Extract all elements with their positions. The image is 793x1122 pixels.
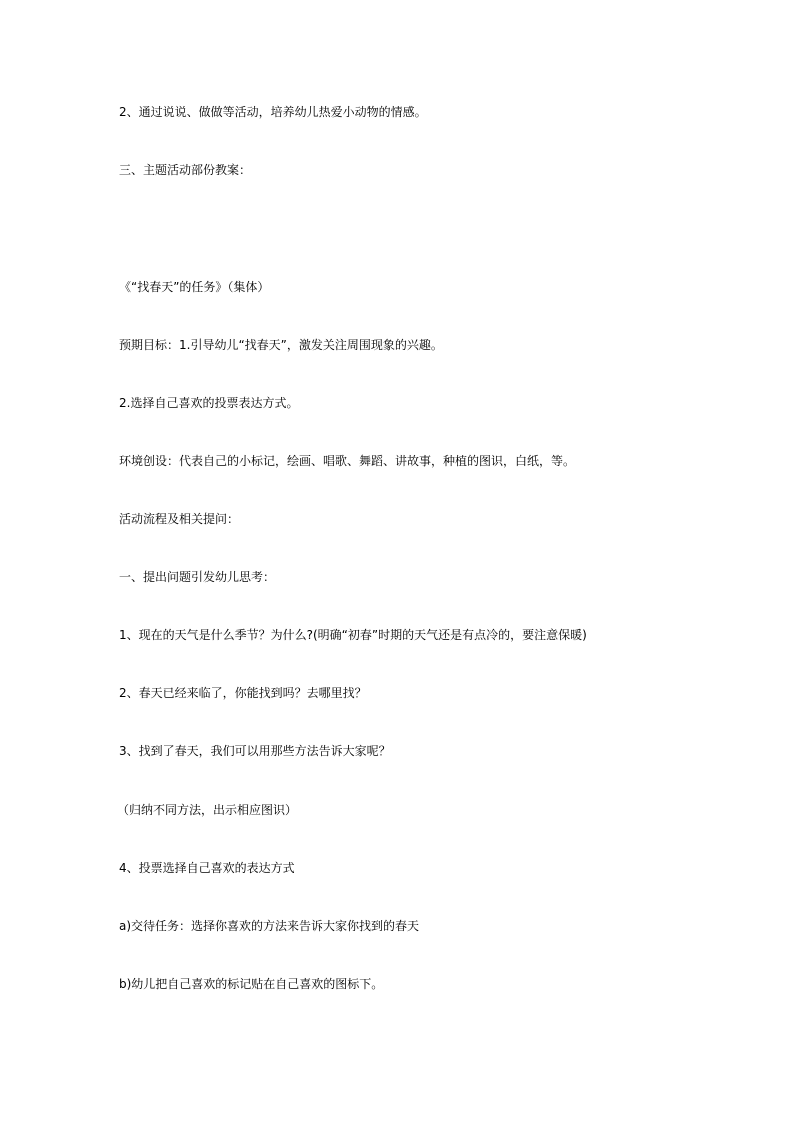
- paragraph-expected-goal-1: 预期目标：1.引导幼儿“找春天”，激发关注周围现象的兴趣。: [119, 338, 443, 352]
- paragraph-sub-b: b)幼儿把自己喜欢的标记贴在自己喜欢的图标下。: [119, 977, 384, 991]
- paragraph-question-2: 2、春天已经来临了，你能找到吗？去哪里找？: [119, 686, 367, 700]
- paragraph-question-3: 3、找到了春天，我们可以用那些方法告诉大家呢？: [119, 744, 391, 758]
- paragraph-step-1-heading: 一、提出问题引发幼儿思考：: [119, 570, 276, 584]
- paragraph-environment: 环境创设：代表自己的小标记，绘画、唱歌、舞蹈、讲故事，种植的图识，白纸，等。: [119, 454, 576, 468]
- activity-title: 《“找春天”的任务》（集体）: [119, 280, 270, 294]
- paragraph-note: （归纳不同方法，出示相应图识）: [117, 803, 298, 817]
- paragraph-process-heading: 活动流程及相关提问：: [119, 512, 240, 526]
- paragraph-question-1: 1、现在的天气是什么季节？为什么?(明确“初春”时期的天气还是有点冷的，要注意保暖): [119, 628, 587, 642]
- paragraph-expected-goal-2: 2.选择自己喜欢的投票表达方式。: [119, 396, 299, 410]
- paragraph-sub-a: a)交待任务：选择你喜欢的方法来告诉大家你找到的春天: [119, 919, 420, 933]
- paragraph-question-4: 4、投票选择自己喜欢的表达方式: [119, 861, 295, 875]
- section-heading-lesson-plans: 三、主题活动部份教案：: [119, 163, 252, 177]
- paragraph-goal-2: 2、通过说说、做做等活动，培养幼儿热爱小动物的情感。: [119, 105, 427, 119]
